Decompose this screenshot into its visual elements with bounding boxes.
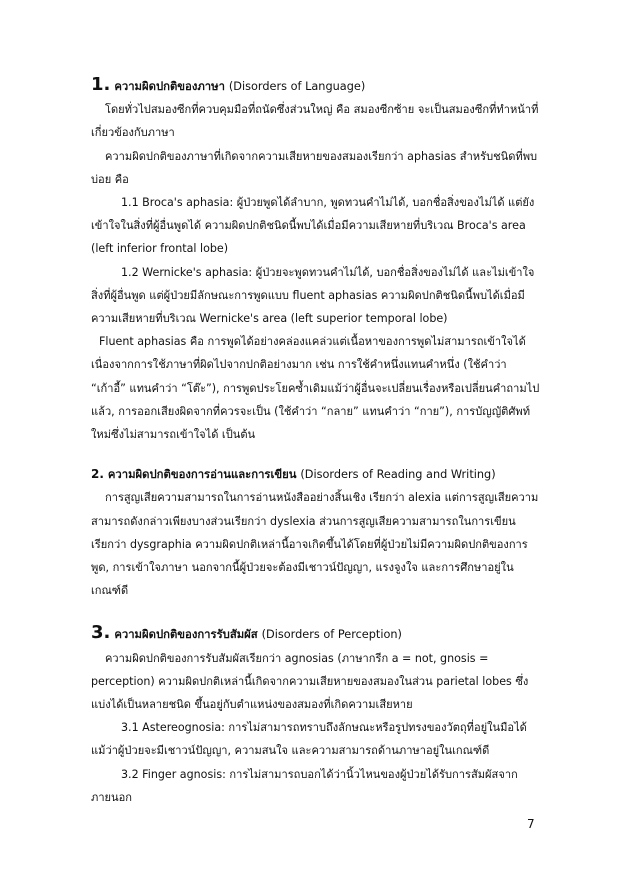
section-1-1-broca: 1.1 Broca's aphasia: ผู้ป่วยพูดได้ลำบาก, พูดทวนคำไม่ได้, บอกชื่อสิ่งของไม่ได้ แต่ยังเข้าใจในสิ่งที่ผู้อื่นพูดได้ ความผิดปกติชนิดนี้พบได้เมื่อมีความเสียหายที่บริเวณ Broca's area (left inferior frontal lobe) [91, 196, 535, 256]
section-1-2-wernicke: 1.2 Wernicke's aphasia: ผู้ป่วยจะพูดทวนคำไม่ได้, บอกชื่อสิ่งของไม่ได้ และไม่เข้าใจสิ่งที่ผู้อื่นพูด แต่ผู้ป่วยมีลักษณะการพูดแบบ fluent aphasias ความผิดปกติชนิดนี้พบได้เมื่อมีความเสียหายที่บริเวณ Wernicke's area (left superior temporal lobe) [91, 265, 535, 326]
section-2-heading [91, 463, 541, 486]
section-1-paragraph-fluent: Fluent aphasias คือ การพูดได้อย่างคล่องแคล่วแต่เนื้อหาของการพูดไม่สามารถเข้าใจได้เนื่องจากการใช้ภาษาที่ผิดไปจากปกติอย่างมาก เช่น การใช้คำหนึ่งแทนคำหนึ่ง (ใช้คำว่า “เก้าอี้” แทนคำว่า “โต๊ะ”), การพูดประโยคซ้ำเดิมแม้ว่าผู้อื่นจะเปลี่ยนเรื่องหรือเปลี่ยนคำถามไปแล้ว, การออกเสียงผิดจากที่ควรจะเป็น (ใช้คำว่า “กลาย” แทนคำว่า “กาย”), การบัญญัติศัพท์ใหม่ซึ่งไม่สามารถเข้าใจได้ เป็นต้น [91, 335, 540, 442]
section-1-heading [91, 73, 541, 98]
section-3-2-finger-agnosis: 3.2 Finger agnosis: การไม่สามารถบอกได้ว่านิ้วไหนของผู้ป่วยได้รับการสัมผัสจากภายนอก [91, 767, 518, 804]
section-1-title-english: (Disorders of Language) [228, 80, 366, 93]
section-3-number: 3. [91, 622, 111, 644]
section-3-title-english: (Disorders of Perception) [261, 628, 402, 642]
section-1-title-thai: ความผิดปกติของภาษา [114, 80, 225, 93]
section-2-title-english: (Disorders of Reading and Writing) [300, 468, 496, 482]
page-number: 7 [527, 817, 535, 831]
section-2-title-thai: ความผิดปกติของการอ่านและการเขียน [107, 468, 297, 482]
section-1-paragraph-intro: โดยทั่วไปสมองซีกที่ควบคุมมือที่ถนัดซึ่งส่วนใหญ่ คือ สมองซีกซ้าย จะเป็นสมองซีกที่ทำหน้าที่เกี่ยวข้องกับภาษา [91, 103, 539, 140]
section-1-paragraph-aphasias: ความผิดปกติของภาษาที่เกิดจากความเสียหายของสมองเรียกว่า aphasias สำหรับชนิดที่พบบ่อย คือ [91, 149, 538, 186]
section-3-paragraph-intro: ความผิดปกติของการรับสัมผัสเรียกว่า agnosias (ภาษากรีก a = not, gnosis = perception) ความผิดปกติเหล่านี้เกิดจากความเสียหายของสมองในส่วน parietal lobes ซึ่งแบ่งได้เป็นหลายชนิด ขึ้นอยู่กับตำแหน่งของสมองที่เกิดความเสียหาย [91, 651, 529, 712]
section-2-number: 2. [91, 467, 104, 482]
section-3-1-astereognosia: 3.1 Astereognosia: การไม่สามารถทราบถึงลักษณะหรือรูปทรงของวัตถุที่อยู่ในมือได้ แม้ว่าผู้ป่วยจะมีเชาวน์ปัญญา, ความสนใจ และความสามารถด้านภาษาอยู่ในเกณฑ์ดี [91, 721, 527, 758]
page-body [91, 73, 541, 809]
section-3-title-thai: ความผิดปกติของการรับสัมผัส [114, 628, 258, 642]
section-3-heading [91, 621, 541, 646]
section-1-number: 1. [91, 74, 111, 95]
section-2-paragraph: การสูญเสียความสามารถในการอ่านหนังสืออย่างสิ้นเชิง เรียกว่า alexia แต่การสูญเสียความสามารถดังกล่าวเพียงบางส่วนเรียกว่า dyslexia ส่วนการสูญเสียความสามารถในการเขียน เรียกว่า dysgraphia ความผิดปกติเหล่านี้อาจเกิดขึ้นได้โดยที่ผู้ป่วยไม่มีความผิดปกติของการพูด, การเข้าใจภาษา นอกจากนี้ผู้ป่วยจะต้องมีเชาวน์ปัญญา, แรงจูงใจ และการศึกษาอยู่ในเกณฑ์ดี [91, 491, 539, 598]
